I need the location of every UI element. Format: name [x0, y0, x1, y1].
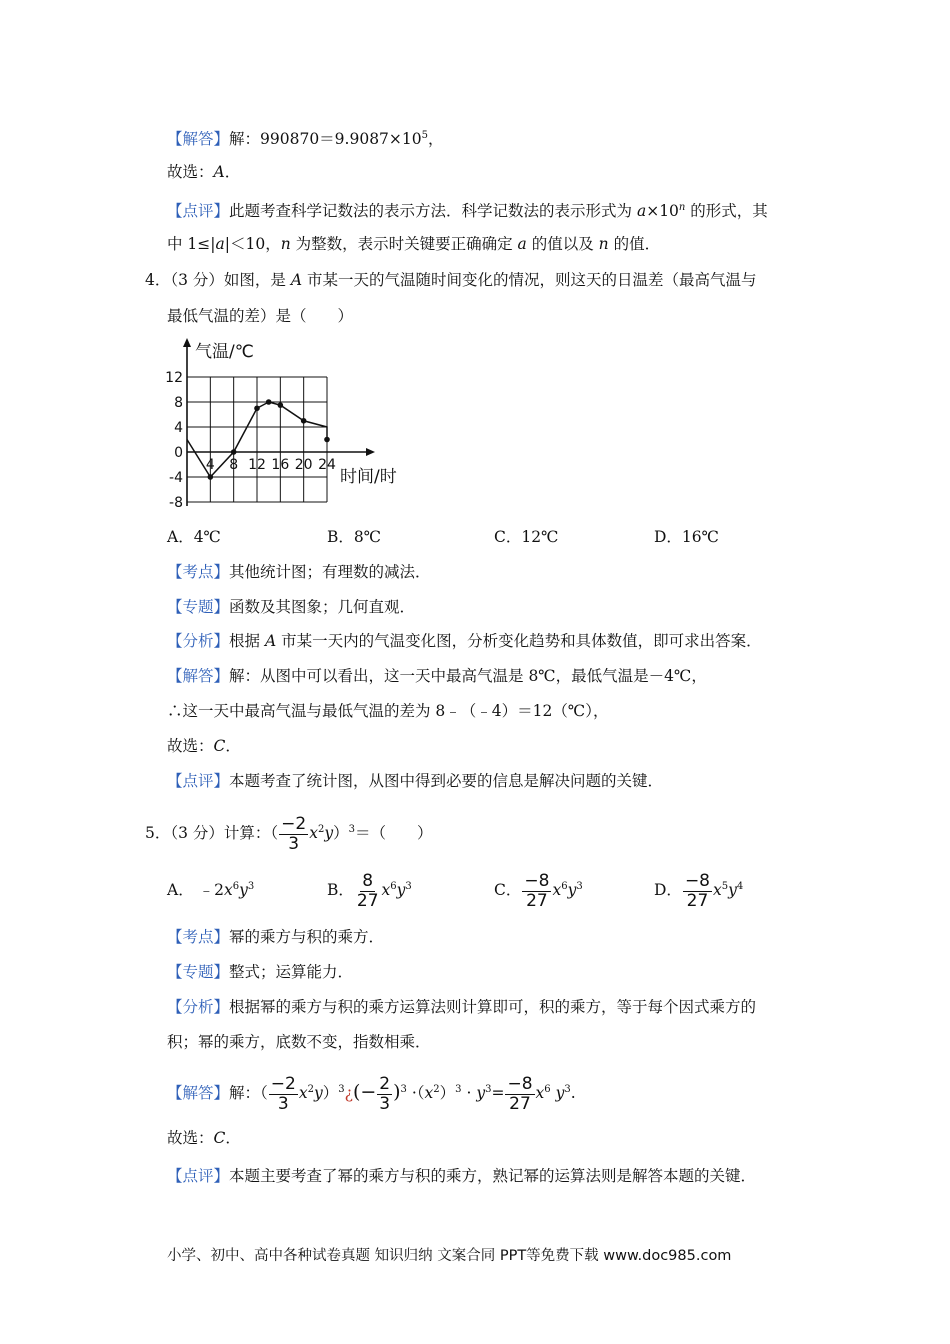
temperature-chart	[160, 332, 420, 510]
q4-answer-line1: 【解答】解：从图中可以看出，这一天中最高气温是 8℃，最低气温是－4℃，	[167, 667, 707, 685]
data-point	[278, 402, 284, 408]
x-axis-label: 时间/时	[340, 467, 397, 487]
q5-option-d: D． $\frac{-8}{27}$ $x^5y^4$	[654, 870, 744, 911]
q5-analysis-line1: 【分析】根据幂的乘方与积的乘方运算法则计算即可，积的乘方，等于每个因式乘方的	[167, 998, 757, 1016]
fraction: $\frac{8}{27}$	[356, 870, 379, 911]
y-tick-label: -8	[169, 495, 183, 510]
q5-option-b: B． $\frac{8}{27}$ $x^6y^3$	[327, 870, 412, 911]
q4-analysis-line: 【分析】根据 A 市某一天内的气温变化图，分析变化趋势和具体数值，即可求出答案．	[167, 632, 762, 650]
x-tick-label: 20	[294, 457, 313, 473]
y-tick-label: 4	[174, 420, 183, 436]
data-point	[231, 449, 237, 455]
q5-choose-line: 故选：C．	[167, 1129, 241, 1147]
q4-stem-line1: 4．（3 分）如图，是 A 市某一天的气温随时间变化的情况，则这天的日温差（最高气温与	[145, 271, 757, 289]
q5-point-line: 【考点】幂的乘方与积的乘方．	[167, 928, 385, 946]
fraction: $\frac{-8}{27}$	[507, 1073, 533, 1114]
y-tick-label: 8	[174, 395, 183, 411]
q4-option-a: A．4℃	[167, 528, 221, 546]
data-point	[266, 399, 272, 405]
q5-answer-line: 【解答】解：（ $\frac{-2}{3}$ $x^2y)^3¿(-$ $\frac{2}{3}$ )$^3 \cdot(x^2)^3 \cdot y^3=$ $\frac{-8}{27}$ $x^6$ $y^3$.	[167, 1073, 576, 1114]
q5-topic-line: 【专题】整式；运算能力．	[167, 963, 354, 981]
data-point	[301, 418, 307, 424]
q4-option-c: C．12℃	[494, 528, 559, 546]
x-tick-label: 4	[205, 457, 215, 473]
chart-grid	[187, 377, 327, 502]
q4-answer-line2: ∴这一天中最高气温与最低气温的差为 8﹣（﹣4）＝12（℃），	[167, 702, 609, 720]
x-axis-arrow	[366, 448, 375, 456]
y-tick-labels	[165, 370, 183, 510]
q4-topic-line: 【专题】函数及其图象；几何直观．	[167, 598, 416, 616]
y-axis-arrow	[183, 338, 191, 347]
answer-tag: 【解答】	[167, 130, 230, 149]
fraction: $\frac{-8}{27}$	[524, 870, 550, 911]
q4-stem-line2: 最低气温的差）是（ ）	[167, 307, 354, 325]
y-tick-label: 12	[165, 370, 183, 386]
q5-stem: 5．（3 分）计算：（ $\frac{-2}{3}$ $x^2y)^3=$（ ）	[145, 813, 433, 854]
q5-option-a: A． $﹣2x^6y^3$	[167, 881, 255, 900]
x-tick-label: 24	[318, 457, 336, 473]
y-tick-label: -4	[169, 470, 183, 486]
fraction: $\frac{-2}{3}$	[270, 1073, 296, 1114]
q3-comment-line1: 【点评】此题考查科学记数法的表示方法．科学记数法的表示形式为 $a\times 10^n$ 的形式，其	[167, 202, 768, 221]
data-point	[208, 474, 214, 480]
data-point	[324, 437, 330, 443]
q5-comment-line: 【点评】本题主要考查了幂的乘方与积的乘方，熟记幂的运算法则是解答本题的关键．	[167, 1167, 757, 1185]
x-tick-label: 12	[248, 457, 266, 473]
y-axis-label: 气温/℃	[195, 342, 254, 362]
q3-choose-line: 故选：A．	[167, 163, 241, 181]
q5-option-c: C． $\frac{-8}{27}$ $x^6y^3$	[494, 870, 583, 911]
fraction: $\frac{-8}{27}$	[684, 870, 710, 911]
q4-option-b: B．8℃	[327, 528, 382, 546]
x-tick-labels	[206, 457, 336, 473]
q4-comment-line: 【点评】本题考查了统计图，从图中得到必要的信息是解决问题的关键．	[167, 772, 664, 790]
q4-point-line: 【考点】其他统计图；有理数的减法．	[167, 563, 431, 581]
q3-answer-line: 【解答】解：$990870=9.9087\times 10^5$，	[167, 130, 444, 149]
y-tick-label: 0	[174, 445, 183, 461]
data-point	[254, 405, 260, 411]
q4-option-d: D．16℃	[654, 528, 719, 546]
x-tick-label: 16	[271, 457, 290, 473]
q3-comment-line2: 中 1≤|a|＜10，n 为整数，表示时关键要正确确定 a 的值以及 n 的值．	[167, 235, 661, 253]
fraction: $\frac{2}{3}$	[379, 1073, 391, 1114]
footer-text: 小学、初中、高中各种试卷真题 知识归纳 文案合同 PPT等免费下载 www.doc985.com	[167, 1248, 732, 1264]
fraction: $\frac{-2}{3}$	[281, 813, 307, 854]
comment-tag: 【点评】	[167, 202, 230, 221]
q4-choose-line: 故选：C．	[167, 737, 241, 755]
x-tick-label: 8	[229, 457, 239, 473]
q5-analysis-line2: 积；幂的乘方，底数不变，指数相乘．	[167, 1033, 431, 1051]
